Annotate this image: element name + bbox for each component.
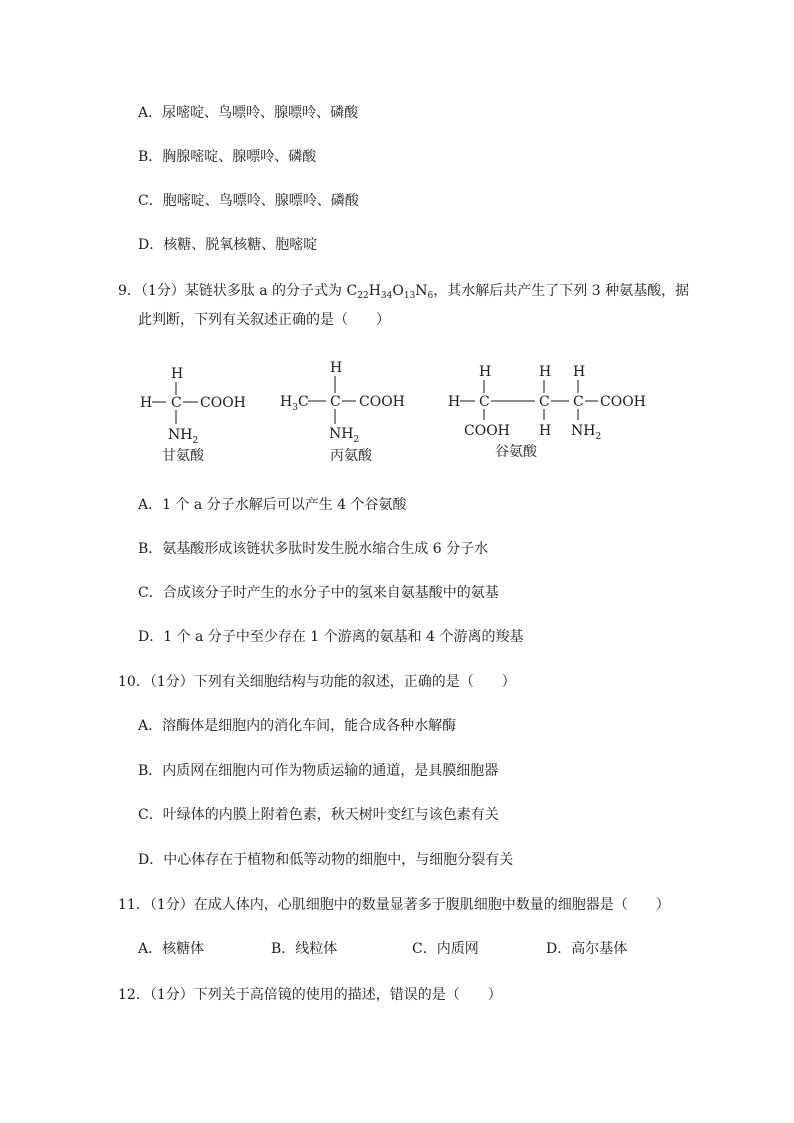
- svg-text:COOH: COOH: [359, 394, 405, 410]
- q8-option-b: B．胸腺嘧啶、腺嘌呤、磷酸: [138, 149, 317, 165]
- q9-option-d: D．1 个 a 分子中至少存在 1 个游离的氨基和 4 个游离的羧基: [138, 629, 524, 645]
- glycine-label: 甘氨酸: [162, 448, 204, 464]
- molecular-formula: $C_{22}H_{34}O_{13}N_6$: [346, 283, 434, 301]
- q9-option-b: B．氨基酸形成该链状多肽时发生脱水缩合生成 6 分子水: [138, 541, 489, 557]
- q9-stem-line1: 9．（1分）某链状多肽 a 的分子式为 $C_{22}H_{34}O_{13}N_6$，其水解后共产生了下列 3 种氨基酸，据: [118, 283, 690, 301]
- q10-option-b: B．内质网在细胞内可作为物质运输的通道，是具膜细胞器: [138, 763, 499, 779]
- q10-stem: 10．（1分）下列有关细胞结构与功能的叙述，正确的是（ ）: [118, 674, 516, 690]
- glycine-structure: [140, 366, 246, 464]
- amino-group: $NH_2$: [168, 427, 199, 446]
- glutamate-label: 谷氨酸: [495, 444, 537, 460]
- svg-text:H: H: [448, 394, 461, 410]
- svg-text:C: C: [171, 395, 182, 411]
- svg-text:COOH: COOH: [464, 423, 510, 439]
- alanine-label: 丙氨酸: [330, 448, 372, 464]
- svg-text:H: H: [479, 364, 492, 380]
- q10-option-c: C．叶绿体的内膜上附着色素，秋天树叶变红与该色素有关: [138, 807, 499, 823]
- q12-stem: 12．（1分）下列关于高倍镜的使用的描述，错误的是（ ）: [118, 987, 502, 1003]
- svg-text:COOH: COOH: [600, 394, 646, 410]
- svg-text:H: H: [330, 360, 343, 376]
- amino-group: $NH_2$: [329, 426, 360, 445]
- svg-text:H: H: [539, 364, 552, 380]
- alanine-structure: [280, 360, 405, 464]
- q9-option-a: A．1 个 a 分子水解后可以产生 4 个谷氨酸: [138, 497, 407, 513]
- q10-option-d: D．中心体存在于植物和低等动物的细胞中，与细胞分裂有关: [138, 852, 514, 868]
- q9-option-c: C．合成该分子时产生的水分子中的氢来自氨基酸中的氨基: [138, 585, 499, 601]
- svg-text:H: H: [539, 423, 552, 439]
- q11-option-c: C．内质网: [412, 941, 479, 957]
- svg-text:C: C: [330, 394, 341, 410]
- q9-stem-line2: 此判断，下列有关叙述正确的是（ ）: [138, 312, 390, 328]
- q11-option-d: D．高尔基体: [546, 941, 628, 957]
- svg-text:H: H: [171, 366, 184, 382]
- structure-diagram: [130, 352, 670, 470]
- q11-options: [138, 939, 658, 959]
- q8-option-c: C．胞嘧啶、鸟嘌呤、腺嘌呤、磷酸: [138, 193, 359, 209]
- q10-option-a: A．溶酶体是细胞内的消化车间，能合成各种水解酶: [138, 718, 457, 734]
- svg-text:C: C: [539, 394, 550, 410]
- q11-stem: 11．（1分）在成人体内，心肌细胞中的数量显著多于腹肌细胞中数量的细胞器是（ ）: [118, 897, 670, 913]
- svg-text:C: C: [479, 394, 490, 410]
- svg-text:COOH: COOH: [200, 395, 246, 411]
- svg-text:H3C: $H_3C$: [280, 394, 309, 413]
- svg-text:C: C: [573, 394, 584, 410]
- q11-option-b: B．线粒体: [271, 941, 338, 957]
- glutamate-structure: [448, 364, 646, 460]
- amino-acid-structures: [130, 352, 670, 470]
- q8-option-d: D．核糖、脱氧核糖、胞嘧啶: [138, 237, 318, 253]
- amino-group: $NH_2$: [571, 423, 602, 442]
- svg-text:H: H: [573, 364, 586, 380]
- q11-option-a: A．核糖体: [138, 941, 205, 957]
- svg-text:H: H: [140, 395, 153, 411]
- q8-option-a: A．尿嘧啶、鸟嘌呤、腺嘌呤、磷酸: [138, 105, 359, 121]
